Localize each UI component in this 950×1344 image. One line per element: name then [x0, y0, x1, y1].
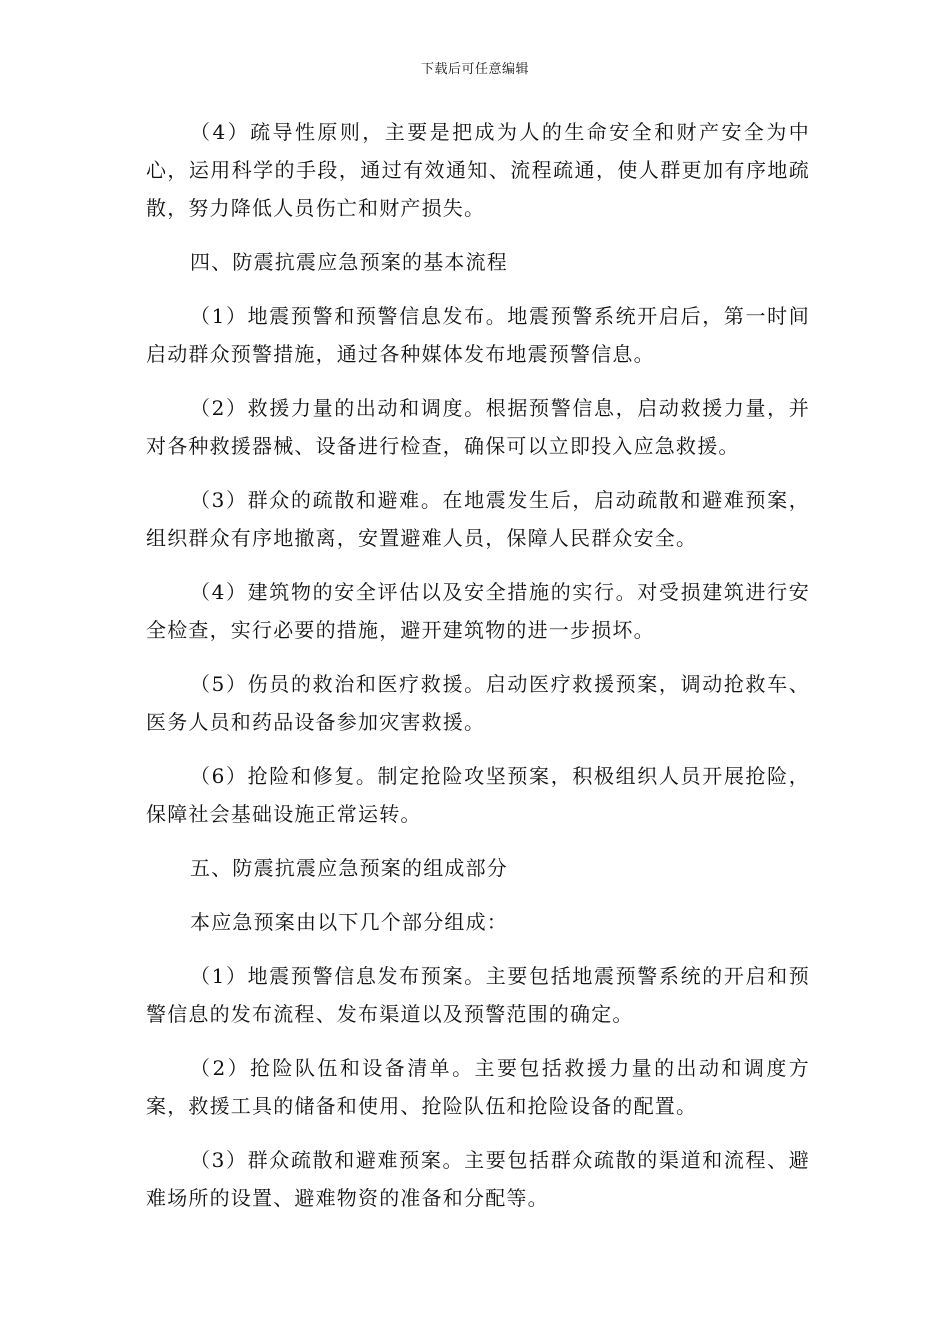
- paragraph-flow-6: （6）抢险和修复。制定抢险攻坚预案，积极组织人员开展抢险，保障社会基础设施正常运转。: [146, 764, 810, 826]
- paragraph-component-1: （1）地震预警信息发布预案。主要包括地震预警系统的开启和预警信息的发布流程、发布渠道以及预警范围的确定。: [146, 964, 810, 1026]
- paragraph-component-3: （3）群众疏散和避难预案。主要包括群众疏散的渠道和流程、避难场所的设置、避难物资的准备和分配等。: [146, 1148, 810, 1210]
- document-body: [146, 113, 810, 1233]
- paragraph-flow-3: （3）群众的疏散和避难。在地震发生后，启动疏散和避难预案，组织群众有序地撤离，安置避难人员，保障人民群众安全。: [146, 488, 810, 550]
- paragraph-principle-4: （4）疏导性原则，主要是把成为人的生命安全和财产安全为中心，运用科学的手段，通过有效通知、流程疏通，使人群更加有序地疏散，努力降低人员伤亡和财产损失。: [146, 120, 810, 220]
- page-header: 下载后可任意编辑: [420, 62, 529, 77]
- paragraph-flow-4: （4）建筑物的安全评估以及安全措施的实行。对受损建筑进行安全检查，实行必要的措施，避开建筑物的进一步损坏。: [146, 580, 810, 642]
- paragraph-flow-5: （5）伤员的救治和医疗救援。启动医疗救援预案，调动抢救车、医务人员和药品设备参加灾害救援。: [146, 672, 810, 734]
- paragraph-component-2: （2）抢险队伍和设备清单。主要包括救援力量的出动和调度方案，救援工具的储备和使用、抢险队伍和抢险设备的配置。: [146, 1056, 810, 1118]
- paragraph-components-intro: 本应急预案由以下几个部分组成：: [190, 910, 508, 934]
- paragraph-flow-1: （1）地震预警和预警信息发布。地震预警系统开启后，第一时间启动群众预警措施，通过各种媒体发布地震预警信息。: [146, 304, 810, 366]
- section-heading-4: 四、防震抗震应急预案的基本流程: [190, 250, 508, 274]
- section-heading-5: 五、防震抗震应急预案的组成部分: [190, 856, 508, 880]
- paragraph-flow-2: （2）救援力量的出动和调度。根据预警信息，启动救援力量，并对各种救援器械、设备进行检查，确保可以立即投入应急救援。: [146, 396, 810, 458]
